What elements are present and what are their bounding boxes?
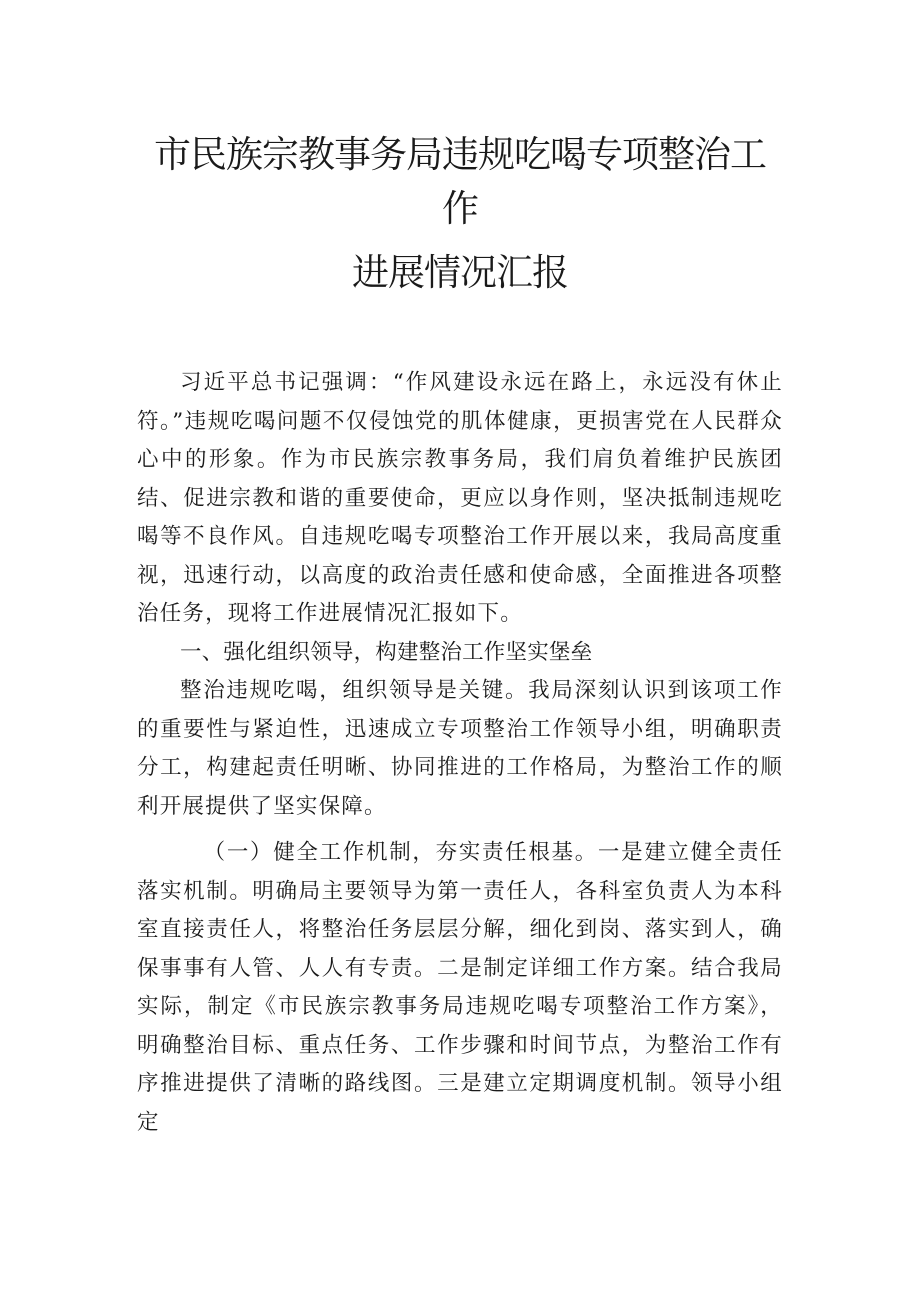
subsection-1-paragraph: （一）健全工作机制，夯实责任根基。一是建立健全责任落实机制。明确局主要领导为第一责任人，各科室负责人为本科室直接责任人，将整治任务层层分解，细化到岗、落实到人，确保事事有人管、人人有专责。二是制定详细工作方案。结合我局实际，制定《市民族宗教事务局违规吃喝专项整治工作方案》，明确整治目标、重点任务、工作步骤和时间节点，为整治工作有序推进提供了清晰的路线图。三是建立定期调度机制。领导小组定 — [137, 840, 783, 1135]
title-line-1: 市民族宗教事务局违规吃喝专项整治工作 — [154, 133, 766, 230]
intro-paragraph: 习近平总书记强调：“作风建设永远在路上，永远没有休止符。”违规吃喝问题不仅侵蚀党的肌体健康，更损害党在人民群众心中的形象。作为市民族宗教事务局，我们肩负着维护民族团结、促进宗教和谐的重要使命，更应以身作则，坚决抵制违规吃喝等不良作风。自违规吃喝专项整治工作开展以来，我局高度重视，迅速行动，以高度的政治责任感和使命感，全面推进各项整治任务，现将工作进展情况汇报如下。 — [137, 370, 783, 626]
document-title — [137, 0, 783, 300]
section-1-paragraph: 整治违规吃喝，组织领导是关键。我局深刻认识到该项工作的重要性与紧迫性，迅速成立专项整治工作领导小组，明确职责分工，构建起责任明晰、协同推进的工作格局，为整治工作的顺利开展提供了坚实保障。 — [137, 678, 783, 819]
title-line-2: 进展情况汇报 — [352, 251, 568, 294]
document-body — [137, 364, 783, 1142]
section-1-heading: 一、强化组织领导，构建整治工作坚实堡垒 — [180, 639, 593, 665]
